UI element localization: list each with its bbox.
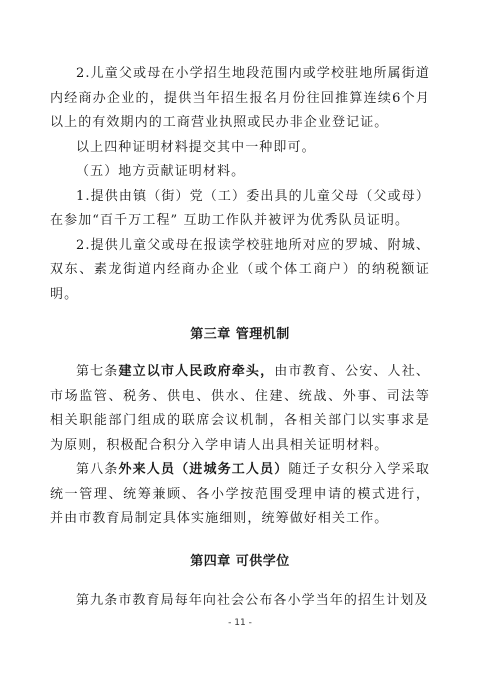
article-8-label: 第八条 — [76, 462, 119, 477]
chapter-4-heading: 第四章 可供学位 — [190, 553, 290, 569]
paragraph-submit-one: 以上四种证明材料提交其中一种即可。 — [76, 139, 316, 155]
chapter-3-heading: 第三章 管理机制 — [190, 327, 290, 342]
article-9 — [50, 589, 430, 614]
paragraph-work-team-proof: 1.提供由镇（街）党（工）委出具的儿童父母（父或母）在参加“百千万工程” 互助工作队并被评为优秀队员证明。 — [50, 188, 430, 228]
document-body — [50, 62, 430, 613]
paragraph-local-contribution: （五）地方贡献证明材料。 — [76, 164, 246, 179]
article-9-text: 市教育局每年向社会公布各小学当年的招生计划及 — [118, 592, 429, 608]
page-number: - 11 - — [228, 618, 252, 628]
article-8-title: 外来人员（进城务工人员） — [118, 462, 289, 477]
article-8-text: 随迁子女积分入学采取统一管理、统筹兼顾、各小学按范围受理申请的模式进行，并由市教育局制定具体实施细则，统筹做好相关工作。 — [50, 462, 430, 526]
article-8 — [50, 458, 430, 532]
article-7-label: 第七条 — [76, 364, 119, 379]
article-7-text: 由市教育、公安、人社、市场监管、税务、供电、供水、住建、统战、外事、司法等相关职能部门组成的联席会议机制，各相关部门以实事求是为原则，积极配合积分入学申请人出具相关证明材料。 — [50, 364, 430, 453]
paragraph-tax-proof: 2.提供儿童父或母在报读学校驻地所对应的罗城、附城、双东、素龙街道内经商办企业（或个体工商户）的纳税额证明。 — [50, 237, 430, 302]
article-7-title: 建立以市人民政府牵头， — [118, 364, 275, 379]
article-7 — [50, 360, 430, 458]
article-9-label: 第九条 — [76, 592, 119, 608]
paragraph-business-license: 2.儿童父或母在小学招生地段范围内或学校驻地所属街道内经商办企业的，提供当年招生报名月份往回推算连续6个月以上的有效期内的工商营业执照或民办非企业登记证。 — [50, 66, 430, 130]
